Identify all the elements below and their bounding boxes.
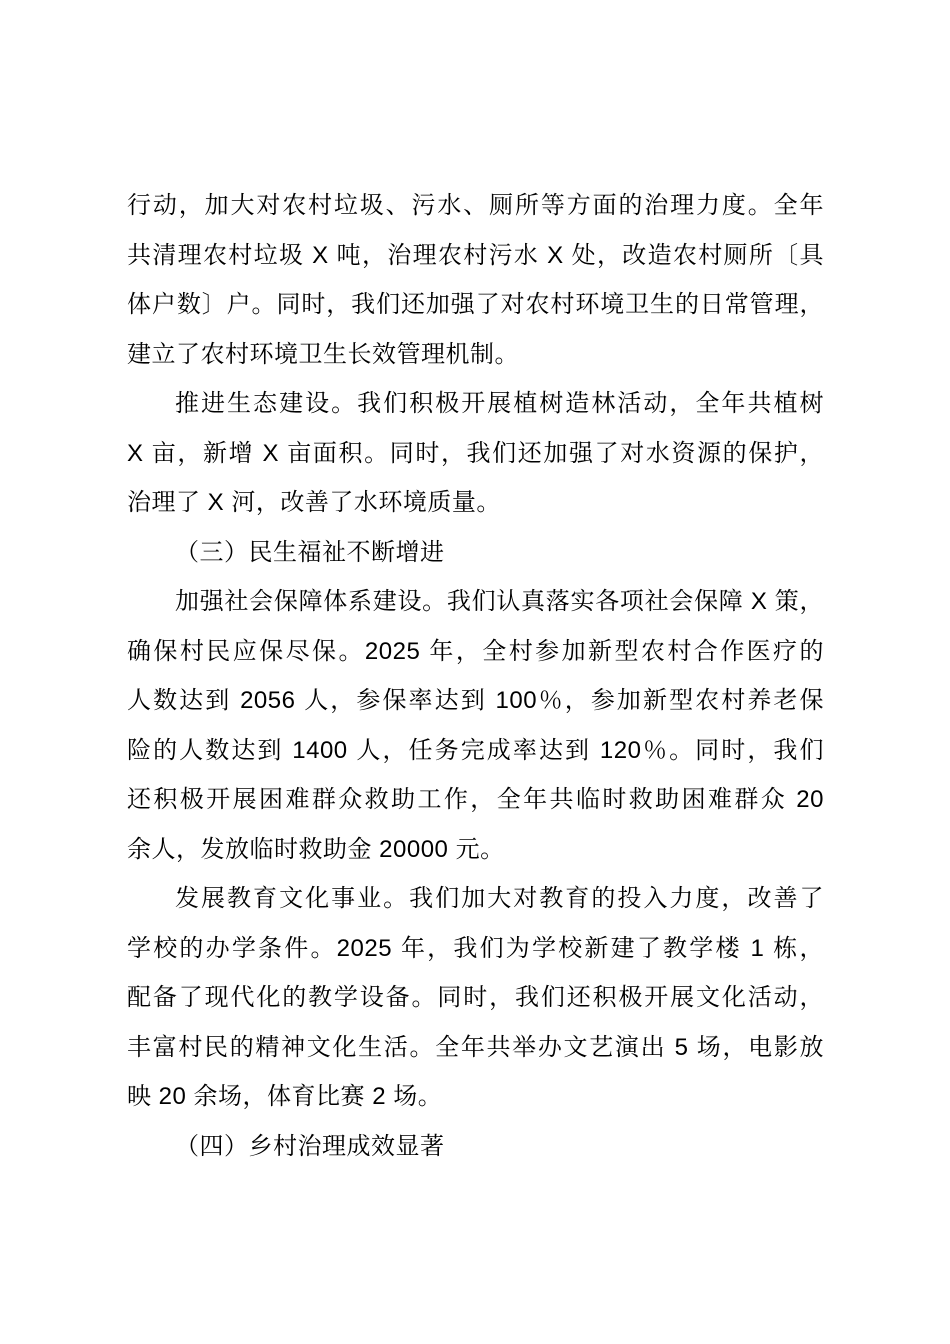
text-line: 还积极开展困难群众救助工作，全年共临时救助困难群众 20 <box>127 786 824 813</box>
text-line: 共清理农村垃圾 X 吨，治理农村污水 X 处，改造农村厕所〔具 <box>127 241 824 269</box>
body-paragraph <box>127 577 824 874</box>
text-line: 映 20 余场，体育比赛 2 场。 <box>127 1083 443 1110</box>
text-line: 丰富村民的精神文化生活。全年共举办文艺演出 5 场，电影放 <box>127 1033 824 1061</box>
text-line: （四）乡村治理成效显著 <box>175 1132 445 1160</box>
body-paragraph <box>127 874 824 1122</box>
section-heading <box>127 528 824 578</box>
text-line: 险的人数达到 1400 人，任务完成率达到 120％。同时，我们 <box>127 736 824 764</box>
body-paragraph-continued <box>127 181 824 379</box>
text-line: 体户数〕户。同时，我们还加强了对农村环境卫生的日常管理， <box>127 291 824 318</box>
text-line: 治理了 X 河，改善了水环境质量。 <box>127 489 501 516</box>
text-line: 建立了农村环境卫生长效管理机制。 <box>127 340 519 368</box>
text-line: 人数达到 2056 人，参保率达到 100％，参加新型农村养老保 <box>127 687 824 714</box>
text-line: 行动，加大对农村垃圾、污水、厕所等方面的治理力度。全年 <box>127 192 824 219</box>
text-line: 确保村民应保尽保。2025 年，全村参加新型农村合作医疗的 <box>127 637 824 665</box>
section-heading <box>127 1122 824 1172</box>
text-line: 学校的办学条件。2025 年，我们为学校新建了教学楼 1 栋， <box>127 934 824 962</box>
text-line: 推进生态建设。我们积极开展植树造林活动，全年共植树 <box>175 390 824 417</box>
text-line: X 亩，新增 X 亩面积。同时，我们还加强了对水资源的保护， <box>127 439 824 467</box>
document-text-content <box>127 181 824 1171</box>
body-paragraph <box>127 379 824 528</box>
text-line: 配备了现代化的教学设备。同时，我们还积极开展文化活动， <box>127 984 824 1011</box>
text-line: 加强社会保障体系建设。我们认真落实各项社会保障 X 策， <box>175 588 824 615</box>
text-line: 发展教育文化事业。我们加大对教育的投入力度，改善了 <box>175 885 824 912</box>
text-line: （三）民生福祉不断增进 <box>175 538 445 566</box>
text-line: 余人，发放临时救助金 20000 元。 <box>127 835 505 863</box>
